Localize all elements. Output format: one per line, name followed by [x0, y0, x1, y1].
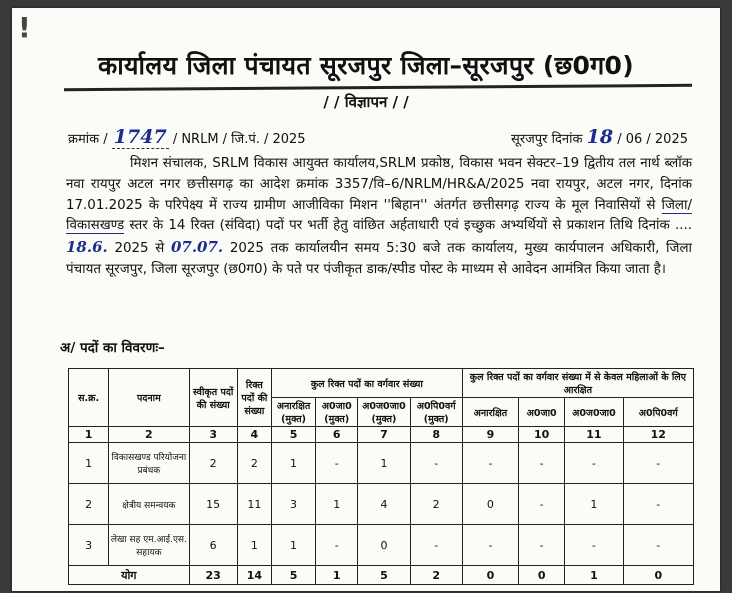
table-cell: लेखा सह एम.आई.एस. सहायक — [109, 525, 189, 566]
table-cell: - — [623, 484, 693, 525]
paragraph-part-1: मिशन संचालक, SRLM विकास आयुक्त कार्यालय,SRLM प्रकोष्ठ, विकास भवन सेक्टर–19 द्वितीय तल नार्थ ब्लॉक नवा रायपुर अटल नगर छत्तीसगढ़ का आदेश क्रमांक 3357/वि–6/NRLM/HR&A/2025 नवा रायपुर, अटल नगर, दिनांक 17.01.2025 के परिपेक्ष्य में राज्य ग्रामीण आजीविका मिशन ''बिहान'' अंतर्गत छत्तीसगढ़ राज्य के मूल निवासियों से — [66, 156, 692, 213]
header-sr: स.क्र. — [69, 369, 109, 427]
table-cell: - — [565, 443, 623, 484]
column-number-row — [69, 427, 694, 443]
col-number: 4 — [237, 427, 271, 443]
table-cell: - — [519, 525, 565, 566]
place-date-label: सूरजपुर दिनांक — [511, 132, 583, 147]
table-row — [69, 525, 694, 566]
paragraph-part-3: 2025 से — [114, 241, 165, 257]
issue-date — [511, 126, 688, 148]
kramank-prefix: / — [103, 132, 108, 147]
table-cell: 1 — [358, 443, 410, 484]
kramank-number: 1747 — [113, 126, 167, 148]
table-row — [69, 484, 694, 525]
table-cell: 2 — [189, 443, 237, 484]
table-cell: - — [623, 443, 693, 484]
table-cell: - — [410, 525, 462, 566]
kramank-label: क्रमांक — [68, 132, 100, 147]
table-cell: - — [565, 525, 623, 566]
table-cell: 2 — [69, 484, 109, 525]
office-title: कार्यालय जिला पंचायत सूरजपुर जिला–सूरजपुर (छ0ग0) — [98, 51, 634, 80]
table-cell: 1 — [316, 484, 358, 525]
table-cell: 3 — [271, 484, 315, 525]
total-cell: 0 — [519, 566, 565, 585]
table-cell: - — [462, 525, 518, 566]
table-cell: क्षेत्रीय समन्वयक — [109, 484, 189, 525]
header-g1-sc: अ0जा0 (मुक्त) — [316, 398, 358, 427]
start-date-handwritten: 18.6. — [66, 238, 108, 257]
col-number: 7 — [358, 427, 410, 443]
header-g2-sc: अ0जा0 — [519, 398, 565, 427]
date-day: 18 — [586, 126, 614, 148]
section-title: अ/ पदों का विवरणः– — [60, 340, 165, 356]
table-cell: 1 — [565, 484, 623, 525]
total-cell: 1 — [565, 566, 623, 585]
table-cell: 2 — [237, 443, 271, 484]
total-cell: 14 — [237, 566, 271, 585]
table-cell: 2 — [410, 484, 462, 525]
table-cell: 0 — [462, 484, 518, 525]
level-underlined: जिला/विकासखण्ड — [66, 197, 692, 234]
table-cell: 1 — [271, 525, 315, 566]
posts-table — [68, 368, 694, 585]
header-sanctioned: स्वीकृत पदों की संख्या — [189, 369, 237, 427]
paragraph-part-2: स्तर के 14 रिक्त (संविदा) पदों पर भर्ती हेतु वांछित अर्हताधारी एवं इच्छुक अभ्यर्थियों से प्रकाशन तिथि दिनांक .... — [129, 218, 692, 234]
total-cell: 1 — [316, 566, 358, 585]
table-cell: 1 — [271, 443, 315, 484]
table-cell: - — [519, 443, 565, 484]
total-cell: 0 — [462, 566, 518, 585]
table-cell: - — [462, 443, 518, 484]
total-cell: 5 — [358, 566, 410, 585]
table-cell: 1 — [69, 443, 109, 484]
table-cell: - — [519, 484, 565, 525]
header-g1-st: अ0ज0जा0 (मुक्त) — [358, 398, 410, 427]
reference-number — [68, 126, 306, 148]
table-cell: विकासखण्ड परियोजना प्रबंधक — [109, 443, 189, 484]
table-cell: 0 — [358, 525, 410, 566]
date-rest: / 06 / 2025 — [617, 132, 688, 147]
header-group-women: कुल रिक्त पदों का वर्गवार संख्या में से केवल महिलाओं के लिए आरक्षित — [462, 369, 693, 398]
header-g1-obc: अ0पि0वर्ग (मुक्त) — [410, 398, 462, 427]
end-date-handwritten: 07.07. — [170, 238, 224, 257]
header-post: पदनाम — [109, 369, 189, 427]
table-cell: 11 — [237, 484, 271, 525]
table-cell: 3 — [69, 525, 109, 566]
table-cell: 15 — [189, 484, 237, 525]
header-g1-unreserved: अनारक्षित (मुक्त) — [271, 398, 315, 427]
col-number: 11 — [565, 427, 623, 443]
col-number: 5 — [271, 427, 315, 443]
corner-mark: ! — [18, 11, 31, 44]
total-cell: 23 — [189, 566, 237, 585]
col-number: 6 — [316, 427, 358, 443]
table-cell: - — [623, 525, 693, 566]
header-vacant: रिक्त पदों की संख्या — [237, 369, 271, 427]
col-number: 8 — [410, 427, 462, 443]
table-cell: - — [316, 443, 358, 484]
col-number: 10 — [519, 427, 565, 443]
header-g2-st: अ0ज0जा0 — [565, 398, 623, 427]
total-cell: 5 — [271, 566, 315, 585]
col-number: 1 — [69, 427, 109, 443]
table-cell: - — [316, 525, 358, 566]
total-label: योग — [69, 566, 190, 585]
total-row — [69, 566, 694, 585]
col-number: 12 — [623, 427, 693, 443]
document-page — [12, 8, 720, 591]
table-cell: - — [410, 443, 462, 484]
table-row — [69, 443, 694, 484]
advertisement-heading: / / विज्ञापन / / — [323, 93, 409, 111]
notice-paragraph — [66, 154, 692, 281]
col-number: 3 — [189, 427, 237, 443]
table-cell: 6 — [189, 525, 237, 566]
header-g2-unreserved: अनारक्षित — [462, 398, 518, 427]
col-number: 2 — [109, 427, 189, 443]
header-group-category: कुल रिक्त पदों का वर्गवार संख्या — [271, 369, 462, 398]
col-number: 9 — [462, 427, 518, 443]
title-underline — [64, 84, 692, 91]
total-cell: 0 — [623, 566, 693, 585]
paragraph-part-4: 2025 तक कार्यालयीन समय 5:30 बजे तक कार्यालय, मुख्य कार्यपालन अधिकारी, जिला पंचायत सूरजपुर, जिला सूरजपुर (छ0ग0) के पते पर पंजीकृत डाक/स्पीड पोस्ट के माध्यम से आवेदन आमंत्रित किया जाता है। — [66, 241, 693, 277]
header-g2-obc: अ0पि0वर्ग — [623, 398, 693, 427]
total-cell: 2 — [410, 566, 462, 585]
kramank-suffix: / NRLM / जि.पं. / 2025 — [172, 132, 306, 147]
table-cell: 4 — [358, 484, 410, 525]
table-cell: 1 — [237, 525, 271, 566]
